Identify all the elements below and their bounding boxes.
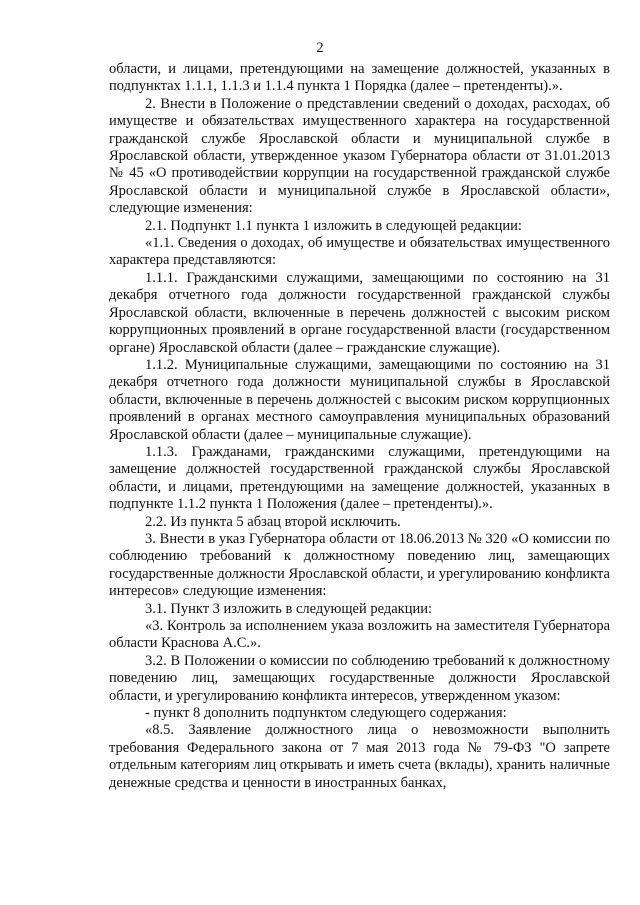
page-number: 2 [316, 40, 324, 56]
paragraph-8: 2.2. Из пункта 5 абзац второй исключить. [145, 513, 401, 530]
paragraph-2: 2. Внести в Положение о представлении сведений о доходах, расходах, об имуществе и обязательствах имущественного характера на государственной гражданской службе Ярославской области и муниципальной службе в Ярославской области, утвержденное указом Губернатора области от 31.01.2013 № 45 «О противодействии коррупции на государственной гражданской службе Ярославской области и муниципальной службе в Ярославской области», следующие изменения: [109, 95, 610, 217]
paragraph-10: 3.1. Пункт 3 изложить в следующей редакции: [145, 600, 433, 617]
paragraph-7: 1.1.3. Гражданами, гражданскими служащими, претендующими на замещение должностей государственной гражданской службы Ярославской области, и лицами, претендующими на замещение должностей, указанных в подпункте 1.1.2 пункта 1 Положения (далее – претенденты).». [109, 443, 610, 513]
paragraph-5: 1.1.1. Гражданскими служащими, замещающими по состоянию на 31 декабря отчетного года должности государственной гражданской службы Ярославской области, включенные в перечень должностей с высоким риском коррупционных проявлений в органе государственной власти (государственном органе) Ярославской области (далее – гражданские служащие). [109, 269, 610, 356]
paragraph-12: 3.2. В Положении о комиссии по соблюдению требований к должностному поведению лиц, замещающих государственные должности Ярославской области, и урегулированию конфликта интересов, утвержденном указом: [109, 652, 610, 704]
paragraph-4: «1.1. Сведения о доходах, об имуществе и обязательствах имущественного характера представляются: [109, 235, 610, 269]
paragraph-1: области, и лицами, претендующими на замещение должностей, указанных в подпунктах 1.1.1, 1.1.3 и 1.1.4 пункта 1 Порядка (далее – претенденты).». [109, 61, 610, 95]
paragraph-6: 1.1.2. Муниципальные служащими, замещающими по состоянию на 31 декабря отчетного года должности муниципальной службы в Ярославской области, включенные в перечень должностей с высоким риском коррупционных проявлений в органах местного самоуправления муниципальных образований Ярославской области (далее – муниципальные служащие). [109, 356, 610, 443]
paragraph-11: «3. Контроль за исполнением указа возложить на заместителя Губернатора области Краснова А.С.». [109, 618, 610, 652]
paragraph-9: 3. Внести в указ Губернатора области от 18.06.2013 № 320 «О комиссии по соблюдению требований к должностному поведению лиц, замещающих государственные должности Ярославской области, и урегулированию конфликта интересов» следующие изменения: [109, 530, 610, 600]
paragraph-3: 2.1. Подпункт 1.1 пункта 1 изложить в следующей редакции: [145, 217, 522, 234]
document-body [109, 61, 610, 792]
paragraph-14: «8.5. Заявление должностного лица о невозможности выполнить требования Федерального закона от 7 мая 2013 года № 79-ФЗ "О запрете отдельным категориям лиц открывать и иметь счета (вклады), хранить наличные денежные средства и ценности в иностранных банках, [109, 722, 610, 791]
paragraph-13: - пункт 8 дополнить подпунктом следующего содержания: [145, 705, 507, 722]
